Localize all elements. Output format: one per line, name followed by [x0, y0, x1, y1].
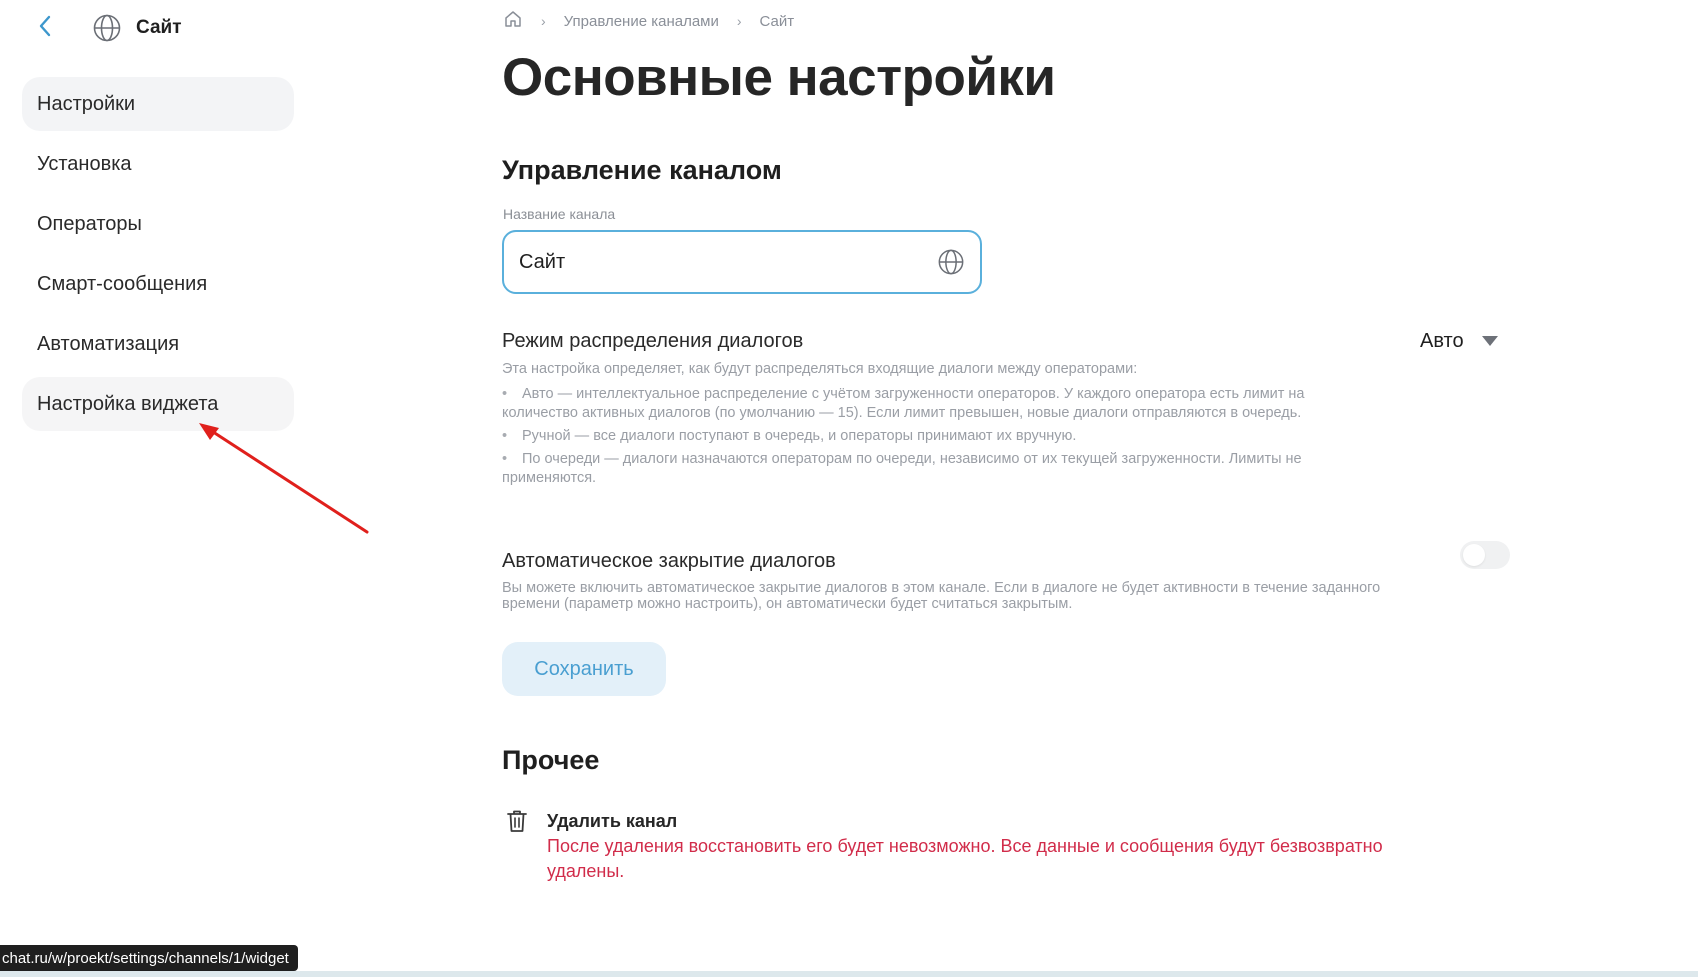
- list-item: • Ручной — все диалоги поступают в очередь, и операторы принимают их вручную.: [502, 428, 1077, 444]
- delete-channel-row: [505, 808, 1427, 884]
- caret-down-icon: [1482, 336, 1498, 346]
- sidebar-item-smart-messages[interactable]: Смарт-сообщения: [37, 272, 208, 295]
- sidebar-nav: [22, 77, 294, 437]
- status-bar-url: chat.ru/w/proekt/settings/channels/1/widget: [0, 945, 298, 971]
- sidebar-item-settings[interactable]: Настройки: [22, 77, 294, 131]
- distribution-mode-options: [502, 385, 1322, 492]
- other-section-title: Прочее: [502, 745, 600, 775]
- auto-close-description: Вы можете включить автоматическое закрытие диалогов в этом канале. Если в диалоге не будет активности в течение заданного времени (параметр можно настроить), он автоматически будет считаться закрытым.: [502, 580, 1381, 612]
- home-icon[interactable]: [503, 9, 523, 33]
- list-item: • По очереди — диалоги назначаются операторам по очереди, независимо от их текущей загруженности. Лимиты не применяются.: [502, 451, 1302, 486]
- delete-channel-warning: После удаления восстановить его будет невозможно. Все данные и сообщения будут безвозвратно удалены.: [547, 836, 1383, 881]
- distribution-mode-select[interactable]: [1420, 328, 1498, 354]
- delete-channel-texts: [547, 808, 1427, 884]
- sidebar-item-operators[interactable]: Операторы: [37, 212, 142, 235]
- distribution-mode-intro: Эта настройка определяет, как будут распределяться входящие диалоги между операторами:: [502, 361, 1138, 377]
- distribution-mode-value: Авто: [1420, 329, 1464, 352]
- breadcrumb: [503, 10, 794, 32]
- globe-icon: [92, 13, 122, 43]
- breadcrumb-channels[interactable]: Управление каналами: [563, 12, 719, 30]
- page-title: Основные настройки: [502, 48, 1056, 107]
- bottom-strip: [0, 971, 1698, 977]
- auto-close-toggle[interactable]: [1460, 541, 1510, 569]
- chevron-right-icon: ›: [736, 13, 742, 29]
- chevron-right-icon: ›: [541, 13, 546, 29]
- toggle-knob: [1463, 544, 1485, 566]
- channel-name-input[interactable]: [519, 251, 936, 274]
- sidebar-title: Сайт: [136, 17, 182, 38]
- channel-section-title: Управление каналом: [502, 155, 782, 185]
- sidebar-item-installation[interactable]: Установка: [37, 152, 132, 175]
- channel-name-label: Название канала: [503, 206, 616, 222]
- globe-icon: [936, 247, 966, 277]
- trash-icon[interactable]: [505, 808, 529, 834]
- breadcrumb-current: Сайт: [759, 12, 795, 30]
- sidebar-header: [34, 13, 182, 43]
- list-item: • Авто — интеллектуальное распределение с учётом загруженности операторов. У каждого оператора есть лимит на количество активных диалогов (по умолчанию — 15). Если лимит превышен, новые диалоги отправляются в очередь.: [502, 386, 1305, 421]
- sidebar-item-automation[interactable]: Автоматизация: [37, 332, 180, 355]
- sidebar-item-widget-settings[interactable]: Настройка виджета: [22, 377, 294, 431]
- chevron-left-icon: [38, 15, 52, 42]
- auto-close-title: Автоматическое закрытие диалогов: [502, 550, 836, 572]
- channel-name-field[interactable]: [502, 230, 982, 294]
- annotation-arrow: [195, 420, 375, 540]
- save-button[interactable]: Сохранить: [502, 642, 666, 696]
- distribution-mode-title: Режим распределения диалогов: [502, 330, 804, 352]
- delete-channel-button[interactable]: Удалить канал: [547, 811, 678, 831]
- back-button[interactable]: [34, 13, 56, 43]
